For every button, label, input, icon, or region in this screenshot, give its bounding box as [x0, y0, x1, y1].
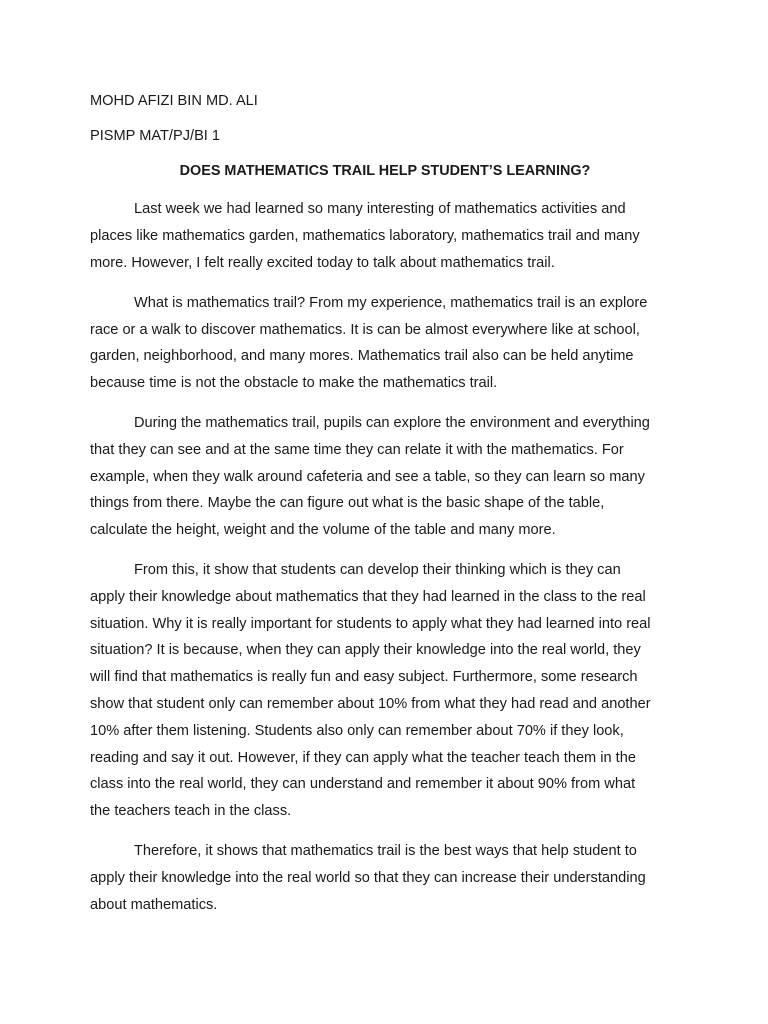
paragraph-4: [90, 557, 680, 825]
paragraph-5: [90, 838, 680, 918]
paragraph-line: class into the real world, they can understand and remember it about 90% from what: [90, 776, 636, 793]
paragraph-line: about mathematics.: [90, 896, 218, 913]
course-code: PISMP MAT/PJ/BI 1: [90, 127, 221, 144]
paragraph-line: the teachers teach in the class.: [90, 803, 292, 820]
paragraph-line: During the mathematics trail, pupils can explore the environment and everything: [134, 414, 650, 431]
essay-title: DOES MATHEMATICS TRAIL HELP STUDENT’S LEARNING?: [179, 162, 591, 179]
paragraph-line: From this, it show that students can develop their thinking which is they can: [134, 561, 621, 578]
paragraph-line: places like mathematics garden, mathematics laboratory, mathematics trail and many: [90, 228, 640, 245]
paragraph-line: calculate the height, weight and the volume of the table and many more.: [90, 522, 556, 539]
paragraph-line: reading and say it out. However, if they can apply what the teacher teach them in the: [90, 749, 636, 766]
paragraph-2: [90, 290, 680, 397]
paragraph-line: things from there. Maybe the can figure out what is the basic shape of the table,: [90, 495, 605, 512]
paragraph-line: example, when they walk around cafeteria and see a table, so they can learn so many: [90, 468, 645, 485]
paragraph-line: situation? It is because, when they can apply their knowledge into the real world, they: [90, 642, 641, 659]
paragraph-line: Last week we had learned so many interesting of mathematics activities and: [134, 201, 626, 218]
paragraph-line: more. However, I felt really excited today to talk about mathematics trail.: [90, 254, 555, 271]
paragraph-line: What is mathematics trail? From my experience, mathematics trail is an explore: [134, 294, 648, 311]
document-body: [90, 88, 680, 931]
paragraph-1: [90, 196, 680, 276]
author-name: MOHD AFIZI BIN MD. ALI: [90, 93, 258, 109]
paragraph-line: apply their knowledge about mathematics that they had learned in the class to the real: [90, 588, 646, 605]
paragraph-line: 10% after them listening. Students also only can remember about 70% if they look,: [90, 722, 624, 739]
paragraph-line: apply their knowledge into the real world so that they can increase their understanding: [90, 869, 646, 886]
paragraph-line: will find that mathematics is really fun and easy subject. Furthermore, some research: [90, 669, 638, 686]
paragraph-line: race or a walk to discover mathematics. It is can be almost everywhere like at school,: [90, 321, 640, 338]
paragraph-line: show that student only can remember about 10% from what they had read and another: [90, 695, 651, 712]
paragraph-line: garden, neighborhood, and many mores. Mathematics trail also can be held anytime: [90, 348, 634, 365]
paragraph-line: Therefore, it shows that mathematics trail is the best ways that help student to: [134, 842, 637, 859]
paragraph-3: [90, 410, 680, 544]
paragraph-line: because time is not the obstacle to make the mathematics trail.: [90, 375, 498, 392]
paragraph-line: situation. Why it is really important for students to apply what they had learned into real: [90, 615, 651, 632]
paragraph-line: that they can see and at the same time they can relate it with the mathematics. For: [90, 441, 624, 458]
